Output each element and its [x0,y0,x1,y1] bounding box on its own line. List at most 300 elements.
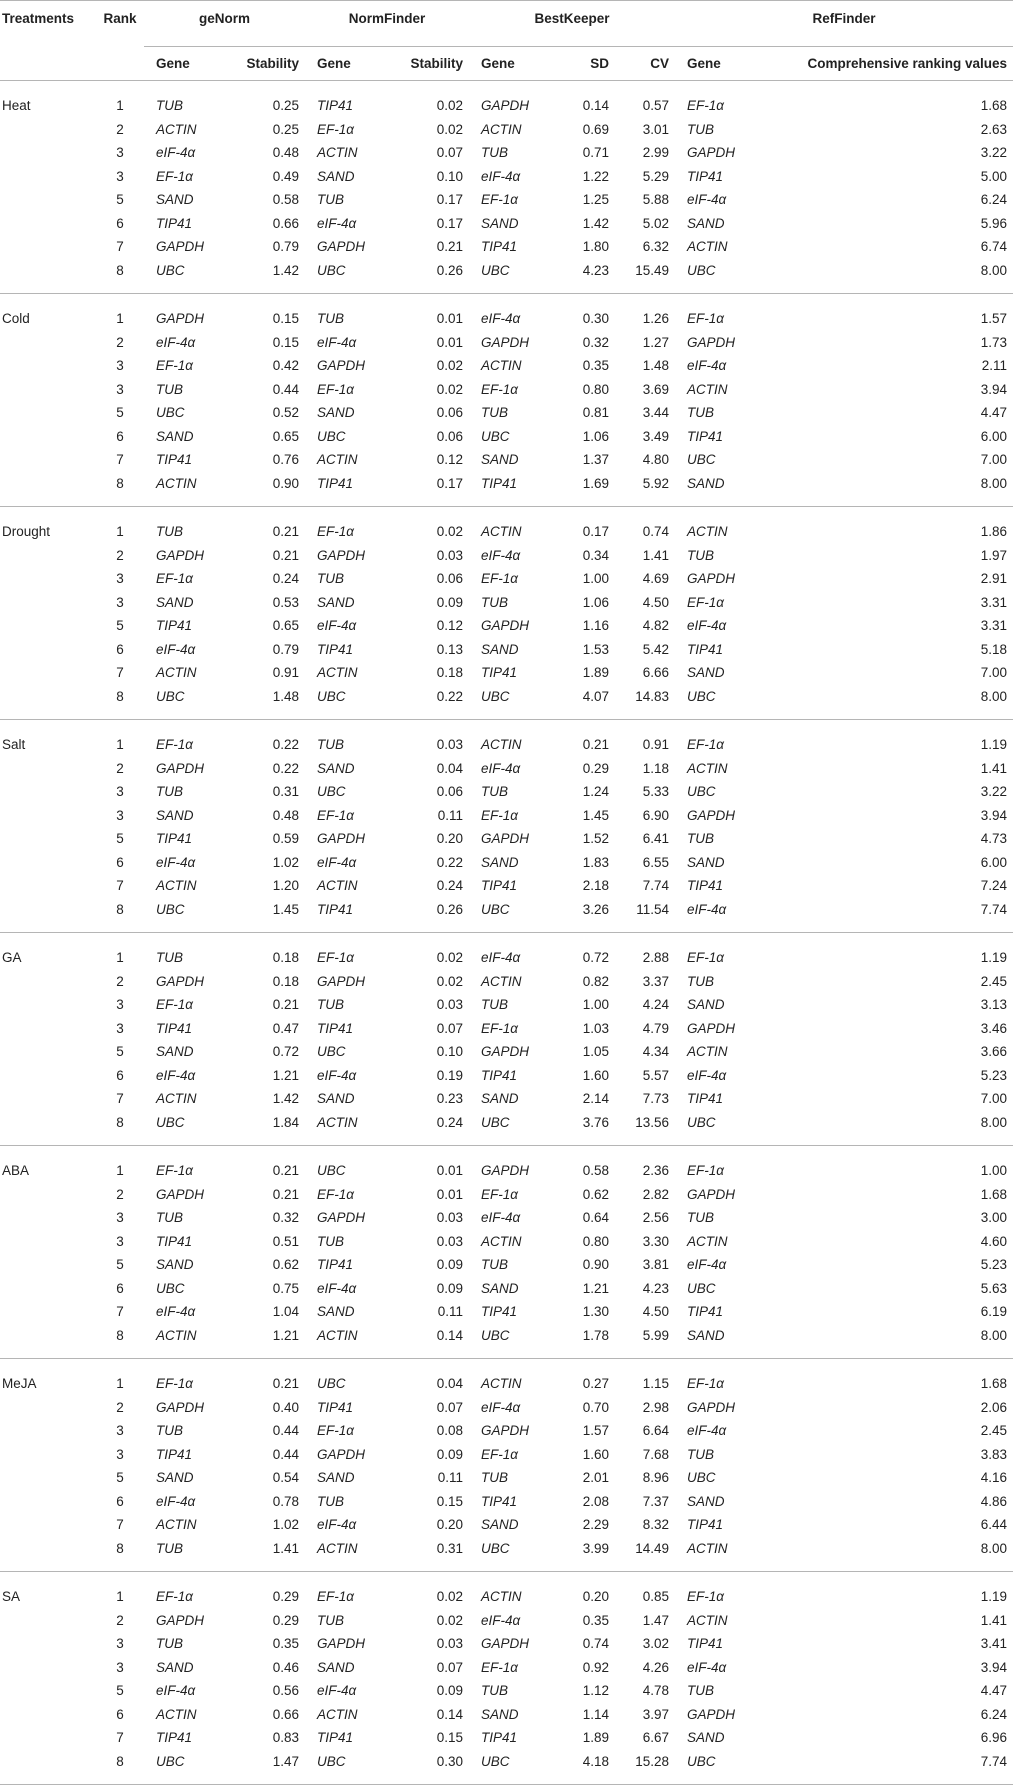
rank-cell: 2 [116,1399,124,1415]
bestkeeper-cv-cell: 6.64 [642,1423,670,1439]
bestkeeper-cv-cell: 15.49 [635,262,670,278]
bestkeeper-gene-cell: GAPDH [481,1636,530,1652]
bestkeeper-gene-cell: GAPDH [469,1146,555,1183]
bestkeeper-cv-cell: 6.55 [642,854,670,870]
bestkeeper-cv-cell: 3.69 [642,381,670,397]
normfinder-gene-cell: eIF-4α [317,215,357,231]
genorm-gene-cell: UBC [156,1280,185,1296]
bestkeeper-gene-cell: SAND [481,1280,519,1296]
normfinder-gene-cell: EF-1α [305,933,389,970]
rank-cell: 2 [116,334,124,350]
bestkeeper-gene-cell: SAND [481,1706,519,1722]
bestkeeper-cv-cell: 6.41 [642,831,670,847]
normfinder-gene-cell: GAPDH [317,358,366,374]
rank-cell: 1 [96,507,144,544]
normfinder-stability-cell: 0.24 [436,1114,464,1130]
table-row [0,1206,1013,1230]
reffinder-value-cell: 3.94 [980,807,1008,823]
reffinder-value-cell: 6.19 [980,1304,1008,1320]
table-row [0,851,1013,875]
normfinder-stability-cell: 0.07 [436,1399,464,1415]
genorm-gene-cell: TIP41 [156,452,193,468]
normfinder-gene-cell: eIF-4α [317,854,357,870]
treatment-blank [0,1679,96,1703]
bestkeeper-cv-cell: 6.67 [642,1730,670,1746]
table-row [0,1513,1013,1537]
genorm-stability-cell: 0.31 [272,784,300,800]
bestkeeper-gene-cell: TUB [481,1683,509,1699]
table-row [0,544,1013,568]
genorm-gene-cell: GAPDH [156,1186,205,1202]
bestkeeper-sd-cell: 0.92 [582,1659,610,1675]
table-row [0,827,1013,851]
genorm-gene-cell: eIF-4α [156,1493,196,1509]
genorm-gene-cell: UBC [156,262,185,278]
treatment-name: Cold [0,294,96,331]
rank-cell: 2 [116,1612,124,1628]
genorm-gene-cell: eIF-4α [156,1304,196,1320]
treatment-name: SA [0,1572,96,1609]
rank-cell: 8 [116,1114,124,1130]
bestkeeper-cv-cell: 5.57 [642,1067,670,1083]
table-row [0,1183,1013,1207]
bestkeeper-sd-cell: 0.74 [582,1636,610,1652]
genorm-gene-cell: TUB [156,98,183,114]
bestkeeper-gene-cell: TIP41 [481,1067,518,1083]
reffinder-value-cell: 6.96 [980,1730,1008,1746]
bestkeeper-sd-cell: 1.00 [582,997,610,1013]
bestkeeper-sd-cell: 0.30 [555,294,615,331]
bestkeeper-gene-cell: TIP41 [481,665,518,681]
bestkeeper-sd-cell: 0.34 [582,547,610,563]
treatment-blank [0,874,96,898]
genorm-stability-cell: 0.35 [272,1636,300,1652]
bestkeeper-sd-cell: 0.35 [582,358,610,374]
reffinder-gene-cell: ACTIN [687,1540,728,1556]
bestkeeper-gene-cell: SAND [481,452,519,468]
bestkeeper-sd-cell: 0.32 [582,334,610,350]
rank-cell: 3 [116,1659,124,1675]
normfinder-stability-cell: 0.01 [436,334,464,350]
bestkeeper-gene-cell: SAND [481,854,519,870]
normfinder-stability-cell: 0.17 [436,215,464,231]
genorm-stability-cell: 0.54 [272,1470,300,1486]
treatment-blank [0,898,96,933]
table-row [0,1679,1013,1703]
normfinder-stability-cell: 0.17 [436,192,464,208]
bestkeeper-cv-cell: 3.30 [642,1233,670,1249]
header-sub-blank [96,47,144,81]
bestkeeper-sd-cell: 0.35 [582,1612,610,1628]
table-row [0,933,1013,970]
table-row [0,1726,1013,1750]
reffinder-value-cell: 4.16 [980,1470,1008,1486]
treatment-blank [0,118,96,142]
genorm-gene-cell: TUB [144,507,230,544]
bestkeeper-sd-cell: 0.27 [555,1359,615,1396]
table-row [0,1572,1013,1609]
reffinder-gene-cell: eIF-4α [687,901,727,917]
rank-cell: 5 [116,1470,124,1486]
normfinder-stability-cell: 0.09 [436,594,464,610]
normfinder-stability-cell: 0.02 [436,358,464,374]
table-row [0,81,1013,118]
genorm-stability-cell: 0.32 [272,1210,300,1226]
bestkeeper-gene-cell: UBC [481,1540,510,1556]
bestkeeper-cv-cell: 6.90 [642,807,670,823]
rank-cell: 5 [116,1257,124,1273]
bestkeeper-sd-cell: 1.25 [582,192,610,208]
table-row [0,1490,1013,1514]
genorm-stability-cell: 0.51 [272,1233,300,1249]
normfinder-gene-cell: eIF-4α [317,618,357,634]
normfinder-gene-cell: SAND [317,594,355,610]
genorm-stability-cell: 0.15 [272,334,300,350]
treatment-blank [0,780,96,804]
normfinder-gene-cell: GAPDH [317,547,366,563]
bestkeeper-cv-cell: 5.88 [642,192,670,208]
bestkeeper-cv-cell: 1.18 [642,760,670,776]
genorm-stability-cell: 0.79 [272,239,300,255]
header-genorm-gene: Gene [144,47,230,81]
table-row [0,425,1013,449]
reffinder-gene-cell: eIF-4α [687,192,727,208]
treatment-blank [0,1230,96,1254]
bestkeeper-cv-cell: 4.69 [642,571,670,587]
bestkeeper-cv-cell: 11.54 [636,901,670,917]
bestkeeper-sd-cell: 1.83 [582,854,610,870]
header-normfinder: NormFinder [305,1,469,47]
table-row [0,1064,1013,1088]
treatment-blank [0,1111,96,1146]
reffinder-gene-cell: eIF-4α [687,1257,727,1273]
genorm-stability-cell: 0.44 [272,1423,300,1439]
normfinder-gene-cell: ACTIN [317,878,358,894]
normfinder-gene-cell: SAND [317,1091,355,1107]
normfinder-stability-cell: 0.02 [436,98,464,114]
reffinder-gene-cell: ACTIN [687,1612,728,1628]
rank-cell: 5 [116,405,124,421]
bestkeeper-sd-cell: 0.72 [555,933,615,970]
bestkeeper-gene-cell: eIF-4α [481,1210,521,1226]
header-reffinder-comprehensive: Comprehensive ranking values [763,47,1013,81]
bestkeeper-sd-cell: 1.69 [582,475,610,491]
table-row [0,472,1013,507]
normfinder-stability-cell: 0.14 [436,1327,464,1343]
bestkeeper-gene-cell: ACTIN [481,121,522,137]
treatment-blank [0,1040,96,1064]
table-row [0,259,1013,294]
reffinder-value-cell: 3.00 [980,1210,1008,1226]
table-row [0,1277,1013,1301]
normfinder-gene-cell: eIF-4α [317,1517,357,1533]
genorm-gene-cell: EF-1α [144,1572,230,1609]
treatment-blank [0,1609,96,1633]
genorm-gene-cell: UBC [144,1750,230,1785]
bestkeeper-gene-cell: ACTIN [469,720,555,757]
bestkeeper-gene-cell: TIP41 [481,1493,518,1509]
bestkeeper-gene-cell: SAND [481,1517,519,1533]
table-row [0,165,1013,189]
treatment-blank [0,1396,96,1420]
header-normfinder-stability: Stability [389,47,469,81]
bestkeeper-sd-cell: 3.76 [582,1114,610,1130]
bestkeeper-gene-cell: eIF-4α [481,168,521,184]
reffinder-gene-cell: UBC [687,452,716,468]
genorm-stability-cell: 1.42 [272,262,300,278]
rank-cell: 3 [116,1636,124,1652]
reffinder-gene-cell: GAPDH [687,334,736,350]
rank-cell: 3 [116,381,124,397]
normfinder-stability-cell: 0.21 [436,239,464,255]
reffinder-value-cell: 4.60 [980,1233,1008,1249]
bestkeeper-cv-cell: 3.49 [642,428,670,444]
bestkeeper-sd-cell: 3.99 [582,1540,610,1556]
bestkeeper-sd-cell: 0.69 [582,121,610,137]
bestkeeper-gene-cell: ACTIN [481,358,522,374]
normfinder-stability-cell: 0.02 [389,507,469,544]
reffinder-gene-cell: ACTIN [687,760,728,776]
genorm-gene-cell: TIP41 [156,831,193,847]
reffinder-gene-cell: SAND [687,997,725,1013]
reffinder-value-cell: 2.45 [980,1423,1008,1439]
header-reffinder: RefFinder [675,1,1013,47]
genorm-stability-cell: 1.42 [272,1091,300,1107]
genorm-gene-cell: SAND [156,192,194,208]
bestkeeper-gene-cell: TUB [481,784,509,800]
reffinder-value-cell: 6.44 [980,1517,1008,1533]
genorm-gene-cell: GAPDH [156,239,205,255]
genorm-gene-cell: SAND [156,807,194,823]
rank-cell: 5 [116,1683,124,1699]
bestkeeper-sd-cell: 1.37 [582,452,610,468]
normfinder-stability-cell: 0.10 [436,168,464,184]
normfinder-gene-cell: GAPDH [317,239,366,255]
reffinder-gene-cell: EF-1α [675,1359,763,1396]
reffinder-gene-cell: SAND [687,475,725,491]
reffinder-gene-cell: GAPDH [687,571,736,587]
genorm-gene-cell: ACTIN [156,1517,197,1533]
genorm-stability-cell: 0.25 [272,121,300,137]
reffinder-value-cell: 1.19 [763,933,1013,970]
reffinder-value-cell: 7.00 [980,452,1008,468]
rank-cell: 1 [96,294,144,331]
genorm-stability-cell: 0.22 [230,720,305,757]
normfinder-gene-cell: TIP41 [317,475,354,491]
reffinder-value-cell: 2.11 [981,358,1008,374]
reffinder-value-cell: 7.00 [980,1091,1008,1107]
table-row [0,1632,1013,1656]
treatment-blank [0,141,96,165]
bestkeeper-gene-cell: ACTIN [469,507,555,544]
normfinder-gene-cell: ACTIN [317,1540,358,1556]
bestkeeper-cv-cell: 2.36 [615,1146,675,1183]
normfinder-gene-cell: TIP41 [317,98,354,114]
bestkeeper-sd-cell: 0.81 [582,405,610,421]
reffinder-value-cell: 6.74 [980,239,1008,255]
normfinder-stability-cell: 0.19 [436,1067,464,1083]
table-row [0,401,1013,425]
bestkeeper-gene-cell: TUB [481,1470,509,1486]
treatment-blank [0,1324,96,1359]
rank-cell: 3 [116,997,124,1013]
header-rank: Rank [103,11,137,26]
header-bestkeeper-cv: CV [615,47,675,81]
normfinder-stability-cell: 0.02 [436,121,464,137]
normfinder-stability-cell: 0.13 [436,641,464,657]
normfinder-stability-cell: 0.06 [436,571,464,587]
normfinder-gene-cell: TUB [317,997,345,1013]
bestkeeper-sd-cell: 0.82 [582,973,610,989]
bestkeeper-cv-cell: 1.48 [642,358,670,374]
normfinder-gene-cell: SAND [317,760,355,776]
reffinder-value-cell: 1.19 [763,720,1013,757]
normfinder-stability-cell: 0.15 [436,1493,464,1509]
bestkeeper-sd-cell: 1.05 [582,1044,610,1060]
normfinder-gene-cell: EF-1α [317,1423,354,1439]
header-normfinder-gene: Gene [305,47,389,81]
table-row [0,567,1013,591]
bestkeeper-cv-cell: 15.28 [615,1750,675,1785]
genorm-stability-cell: 0.56 [272,1683,300,1699]
rank-cell: 3 [116,594,124,610]
treatment-blank [0,614,96,638]
reffinder-gene-cell: SAND [687,1327,725,1343]
normfinder-stability-cell: 0.24 [436,878,464,894]
bestkeeper-gene-cell: TIP41 [481,1730,518,1746]
reffinder-gene-cell: TIP41 [687,641,724,657]
treatment-blank [0,259,96,294]
table-row [0,1324,1013,1359]
reffinder-value-cell: 3.31 [980,594,1008,610]
reffinder-value-cell: 1.86 [763,507,1013,544]
genorm-gene-cell: GAPDH [156,1612,205,1628]
treatment-blank [0,212,96,236]
bestkeeper-sd-cell: 2.01 [582,1470,610,1486]
bestkeeper-cv-cell: 2.99 [642,145,670,161]
genorm-gene-cell: TUB [156,1636,183,1652]
genorm-stability-cell: 1.02 [272,854,300,870]
table-row [0,1146,1013,1183]
bestkeeper-gene-cell: EF-1α [481,1446,518,1462]
normfinder-stability-cell: 0.01 [436,1186,464,1202]
reffinder-gene-cell: TIP41 [687,428,724,444]
bestkeeper-sd-cell: 1.60 [582,1446,610,1462]
genorm-stability-cell: 0.49 [272,168,300,184]
reffinder-gene-cell: EF-1α [675,1146,763,1183]
reffinder-gene-cell: TIP41 [687,1636,724,1652]
genorm-stability-cell: 1.02 [272,1517,300,1533]
genorm-stability-cell: 0.48 [272,145,300,161]
genorm-gene-cell: TUB [156,1540,183,1556]
bestkeeper-gene-cell: ACTIN [481,1233,522,1249]
table-row [0,898,1013,933]
normfinder-stability-cell: 0.02 [389,933,469,970]
reffinder-gene-cell: ACTIN [687,1044,728,1060]
reffinder-gene-cell: UBC [675,1750,763,1785]
bestkeeper-cv-cell: 3.37 [642,973,670,989]
header-bestkeeper-gene: Gene [469,47,555,81]
bestkeeper-sd-cell: 0.64 [582,1210,610,1226]
normfinder-stability-cell: 0.14 [436,1706,464,1722]
normfinder-stability-cell: 0.12 [436,618,464,634]
rank-cell: 3 [116,571,124,587]
genorm-stability-cell: 0.44 [272,381,300,397]
reffinder-value-cell: 8.00 [980,262,1008,278]
bestkeeper-cv-cell: 5.33 [642,784,670,800]
genorm-stability-cell: 0.21 [272,547,300,563]
treatment-blank [0,448,96,472]
reffinder-gene-cell: EF-1α [675,720,763,757]
rank-cell: 2 [116,547,124,563]
normfinder-gene-cell: EF-1α [305,1572,389,1609]
table-row [0,354,1013,378]
genorm-stability-cell: 0.52 [272,405,300,421]
bestkeeper-sd-cell: 0.90 [582,1257,610,1273]
normfinder-stability-cell: 0.03 [436,547,464,563]
table-row [0,1419,1013,1443]
reffinder-gene-cell: GAPDH [687,1020,736,1036]
bestkeeper-cv-cell: 0.57 [642,98,670,114]
normfinder-stability-cell: 0.07 [436,1020,464,1036]
table-row [0,804,1013,828]
genorm-gene-cell: TIP41 [156,618,193,634]
bestkeeper-cv-cell: 5.42 [642,641,670,657]
genorm-gene-cell: ACTIN [156,121,197,137]
bestkeeper-gene-cell: ACTIN [469,1572,555,1609]
rank-cell: 8 [116,1540,124,1556]
treatment-blank [0,827,96,851]
normfinder-stability-cell: 0.01 [389,1146,469,1183]
bestkeeper-cv-cell: 14.83 [635,688,670,704]
rank-cell: 8 [116,1327,124,1343]
rank-cell: 1 [96,720,144,757]
reffinder-value-cell: 5.96 [980,215,1008,231]
normfinder-stability-cell: 0.09 [436,1446,464,1462]
bestkeeper-gene-cell: SAND [481,215,519,231]
normfinder-gene-cell: TUB [317,1612,345,1628]
bestkeeper-cv-cell: 6.66 [642,665,670,681]
bestkeeper-cv-cell: 4.50 [642,594,670,610]
normfinder-stability-cell: 0.02 [436,381,464,397]
bestkeeper-sd-cell: 0.80 [582,381,610,397]
bestkeeper-gene-cell: TUB [481,1257,509,1273]
rank-cell: 3 [116,1446,124,1462]
bestkeeper-cv-cell: 0.74 [615,507,675,544]
normfinder-gene-cell: EF-1α [317,807,354,823]
treatment-blank [0,638,96,662]
table-row [0,235,1013,259]
genorm-gene-cell: eIF-4α [156,145,196,161]
genorm-stability-cell: 1.41 [272,1540,300,1556]
normfinder-gene-cell: UBC [317,688,346,704]
bestkeeper-sd-cell: 0.62 [582,1186,610,1202]
reffinder-gene-cell: EF-1α [675,933,763,970]
rank-cell: 1 [96,933,144,970]
bestkeeper-cv-cell: 1.47 [642,1612,670,1628]
rank-cell: 5 [116,618,124,634]
normfinder-gene-cell: TUB [305,294,389,331]
reffinder-value-cell: 1.68 [980,98,1008,114]
bestkeeper-cv-cell: 4.50 [642,1304,670,1320]
reffinder-value-cell: 1.19 [763,1572,1013,1609]
reffinder-gene-cell: GAPDH [687,1399,736,1415]
reffinder-value-cell: 6.00 [980,428,1008,444]
bestkeeper-cv-cell: 4.79 [642,1020,670,1036]
genorm-gene-cell: SAND [156,1257,194,1273]
bestkeeper-gene-cell: UBC [481,428,510,444]
reffinder-value-cell: 3.83 [980,1446,1008,1462]
